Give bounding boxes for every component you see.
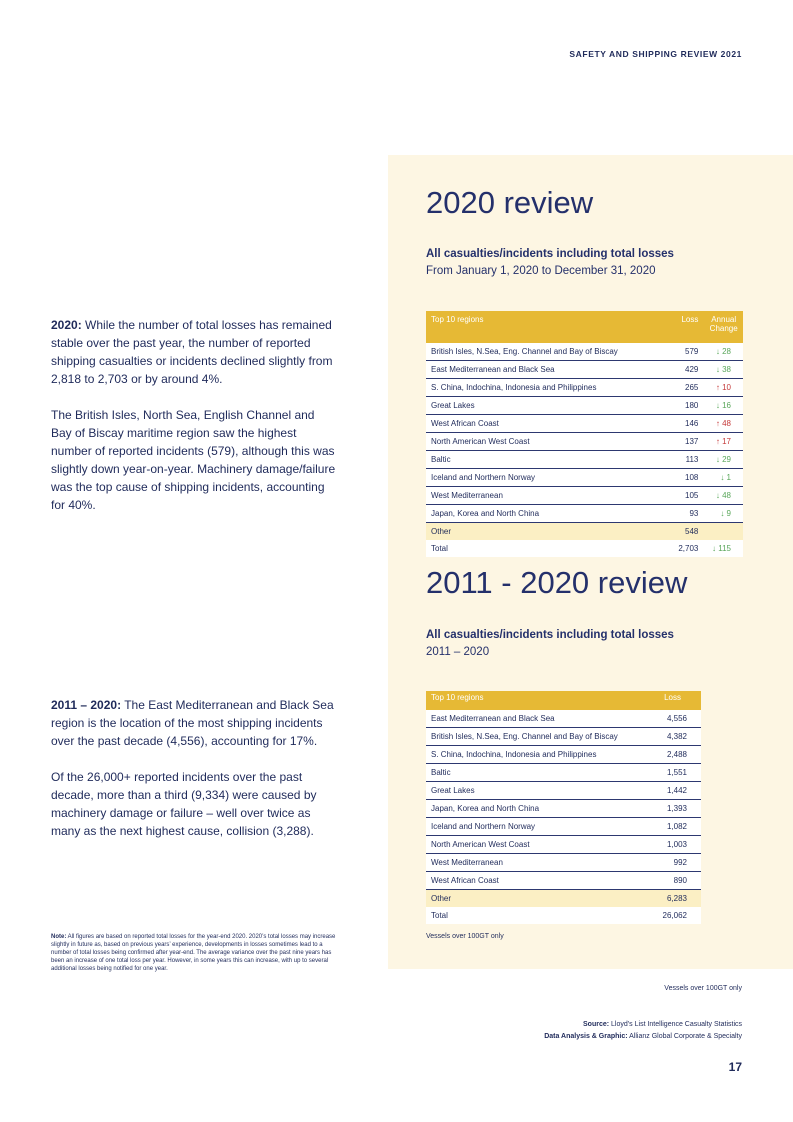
region-cell: Baltic — [426, 451, 653, 469]
loss-cell: 579 — [653, 343, 705, 361]
loss-cell: 4,382 — [637, 728, 701, 746]
change-cell: ↓ 9 — [704, 505, 743, 523]
region-cell: Iceland and Northern Norway — [426, 469, 653, 487]
table-row — [426, 710, 701, 728]
loss-cell: 137 — [653, 433, 705, 451]
table-2011 — [426, 691, 701, 924]
text-2020-p1: 2020: While the number of total losses has remained stable over the past year, the number of reported shipping casualties or incidents declined slightly from 2,818 to 2,703 or by around 4%. — [51, 318, 333, 386]
region-cell: Japan, Korea and North China — [426, 505, 653, 523]
region-cell: East Mediterranean and Black Sea — [426, 361, 653, 379]
table-row — [426, 818, 701, 836]
analysis-line: Data Analysis & Graphic: Allianz Global Corporate & Specialty — [544, 1033, 742, 1040]
loss-cell: 146 — [653, 415, 705, 433]
loss-cell: 113 — [653, 451, 705, 469]
table-row — [426, 487, 743, 505]
text-2011-p1: 2011 – 2020: The East Mediterranean and Black Sea region is the location of the most shipping incidents over the past decade (4,556), accounting for 17%. — [51, 698, 334, 748]
vessels-note: Vessels over 100GT only — [664, 985, 742, 992]
review-2011-subtitle: All casualties/incidents including total losses 2011 – 2020 — [426, 629, 674, 658]
region-cell: Other — [426, 523, 653, 541]
review-2011-title: 2011 - 2020 review — [426, 565, 688, 600]
change-cell: ↓ 115 — [704, 540, 743, 557]
loss-cell: 1,082 — [637, 818, 701, 836]
table-row-other — [426, 890, 701, 908]
region-cell: North American West Coast — [426, 836, 637, 854]
change-cell: ↓ 38 — [704, 361, 743, 379]
change-cell: ↓ 28 — [704, 343, 743, 361]
region-cell: North American West Coast — [426, 433, 653, 451]
loss-cell: 4,556 — [637, 710, 701, 728]
region-cell: West Mediterranean — [426, 854, 637, 872]
review-2020-title: 2020 review — [426, 185, 594, 220]
loss-cell: 2,703 — [653, 540, 705, 557]
table-row — [426, 343, 743, 361]
table-row — [426, 505, 743, 523]
change-cell: ↓ 1 — [704, 469, 743, 487]
region-cell: Other — [426, 890, 637, 908]
table-row — [426, 451, 743, 469]
loss-cell: 890 — [637, 872, 701, 890]
region-cell: British Isles, N.Sea, Eng. Channel and Bay of Biscay — [426, 728, 637, 746]
loss-cell: 2,488 — [637, 746, 701, 764]
region-cell: Iceland and Northern Norway — [426, 818, 637, 836]
page-number: 17 — [728, 1060, 742, 1074]
table-row — [426, 415, 743, 433]
table-row — [426, 379, 743, 397]
text-2011-p2: Of the 26,000+ reported incidents over the past decade, more than a third (9,334) were caused by machinery damage or failure – well over twice as many as the next highest cause, collision (3,288). — [51, 770, 317, 838]
table-row-total — [426, 907, 701, 924]
region-cell: Great Lakes — [426, 782, 637, 800]
vessels-note-inner: Vessels over 100GT only — [426, 933, 504, 940]
loss-cell: 1,003 — [637, 836, 701, 854]
region-cell: West African Coast — [426, 415, 653, 433]
empty-cell — [704, 523, 743, 541]
loss-cell: 26,062 — [637, 907, 701, 924]
review-2020-subtitle: All casualties/incidents including total losses From January 1, 2020 to December 31, 2020 — [426, 248, 674, 277]
review-panel — [388, 155, 793, 969]
region-cell: Japan, Korea and North China — [426, 800, 637, 818]
table-row — [426, 764, 701, 782]
loss-cell: 6,283 — [637, 890, 701, 908]
region-cell: Great Lakes — [426, 397, 653, 415]
col-loss: Loss — [653, 311, 705, 343]
footnote: Note: All figures are based on reported total losses for the year-end 2020. 2020’s total losses may increase slightly in future as, based on previous years’ experience, developments in losses sometimes lead to a number of total losses being confirmed after year-end. The average variance over the past nine years has been an increase of one total loss per year. However, in some years this can increase, with up to several additional losses being notified for one year. — [51, 934, 336, 972]
table-row — [426, 433, 743, 451]
change-cell: ↑ 17 — [704, 433, 743, 451]
loss-cell: 180 — [653, 397, 705, 415]
col-region: Top 10 regions — [426, 311, 653, 343]
table-row — [426, 872, 701, 890]
col-change: Annual Change — [704, 311, 743, 343]
table-row — [426, 782, 701, 800]
region-cell: West African Coast — [426, 872, 637, 890]
table-2020 — [426, 311, 743, 557]
region-cell: East Mediterranean and Black Sea — [426, 710, 637, 728]
loss-cell: 1,393 — [637, 800, 701, 818]
table-row — [426, 746, 701, 764]
loss-cell: 93 — [653, 505, 705, 523]
loss-cell: 1,442 — [637, 782, 701, 800]
table-row — [426, 397, 743, 415]
loss-cell: 548 — [653, 523, 705, 541]
change-cell: ↑ 10 — [704, 379, 743, 397]
region-cell: Total — [426, 907, 637, 924]
table-row — [426, 361, 743, 379]
text-2011 — [51, 696, 336, 858]
table-row — [426, 728, 701, 746]
table-row — [426, 469, 743, 487]
text-2020 — [51, 316, 336, 532]
loss-cell: 265 — [653, 379, 705, 397]
source-credits — [544, 1019, 742, 1043]
running-header: SAFETY AND SHIPPING REVIEW 2021 — [569, 49, 742, 59]
loss-cell: 992 — [637, 854, 701, 872]
region-cell: West Mediterranean — [426, 487, 653, 505]
source-line: Source: Lloyd’s List Intelligence Casualty Statistics — [583, 1021, 742, 1028]
change-cell: ↓ 16 — [704, 397, 743, 415]
col-region: Top 10 regions — [426, 691, 637, 710]
change-cell: ↑ 48 — [704, 415, 743, 433]
change-cell: ↓ 29 — [704, 451, 743, 469]
table-row — [426, 800, 701, 818]
loss-cell: 108 — [653, 469, 705, 487]
table-row — [426, 854, 701, 872]
region-cell: S. China, Indochina, Indonesia and Philippines — [426, 379, 653, 397]
table-row-total — [426, 540, 743, 557]
col-loss: Loss — [637, 691, 701, 710]
table-row — [426, 836, 701, 854]
loss-cell: 1,551 — [637, 764, 701, 782]
region-cell: S. China, Indochina, Indonesia and Philippines — [426, 746, 637, 764]
text-2020-p2: The British Isles, North Sea, English Channel and Bay of Biscay maritime region saw the highest number of reported incidents (579), although this was slightly down year-on-year. Machinery damage/failure was the top cause of shipping incidents, accounting for 40%. — [51, 408, 336, 512]
region-cell: British Isles, N.Sea, Eng. Channel and Bay of Biscay — [426, 343, 653, 361]
table-row-other — [426, 523, 743, 541]
change-cell: ↓ 48 — [704, 487, 743, 505]
region-cell: Baltic — [426, 764, 637, 782]
loss-cell: 105 — [653, 487, 705, 505]
region-cell: Total — [426, 540, 653, 557]
loss-cell: 429 — [653, 361, 705, 379]
